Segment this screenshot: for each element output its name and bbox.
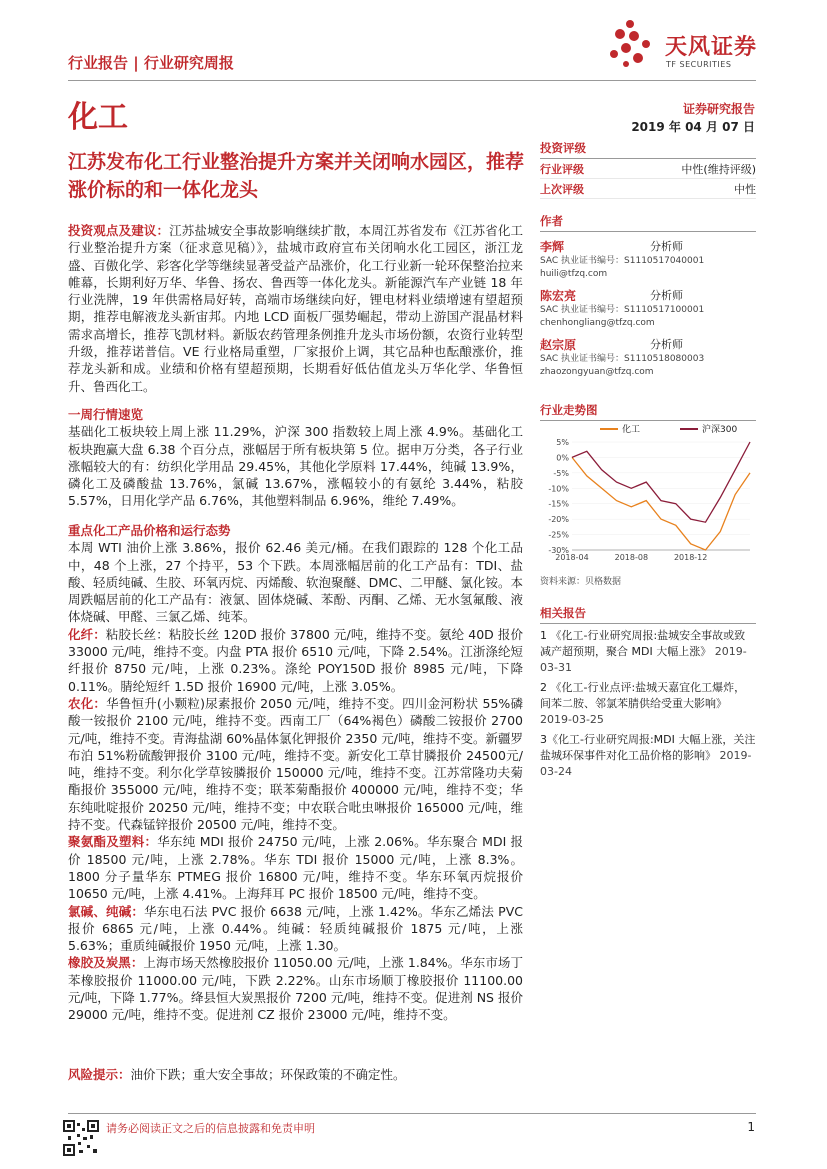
- price-item-text: 华鲁恒升(小颗粒)尿素报价 2050 元/吨，维持不变。四川金河粉状 55%磷酸一铵报价 2100 元/吨，维持不变。西南工厂（64%褐色）磷酸二铵报价 2700 元/吨，维持不变。青海盐湖 60%晶体氯化钾报价 2350 元/吨，维持不变。新疆罗布泊 51%粉硫酸钾报价 3100 元/吨，维持不变。新安化工草甘膦报价 24500元/吨，维持不变。利尔化学草铵膦报价 150000 元/吨，维持不变。江苏常隆功夫菊酯报价 355000 元/吨，维持不变；联苯菊酯报价 400000 元/吨，维持不变；华东纯吡啶报价 20250 元/吨，维持不变；中农联合吡虫啉报价 165000 元/吨，维持不变。代森锰锌报价 20500 元/吨，维持不变。: [68, 695, 523, 833]
- y-tick-label: 0%: [556, 453, 569, 463]
- rating-value: 中性: [734, 182, 756, 196]
- legend-label: 沪深300: [702, 425, 738, 435]
- chart-panel: [540, 402, 756, 421]
- y-tick-label: -30%: [548, 546, 569, 555]
- weekly-review-text: 基础化工板块较上周上涨 11.29%，沪深 300 指数较上周上涨 4.9%。基础化工板块跑赢大盘 6.38 个百分点，涨幅居于所有板块第 5 位。据申万分类，各子行业涨幅较大的有：纺织化学用品 29.45%，其他化学原料 17.44%，纯碱 13.9%，磷化工及磷酸盐 13.76%，氯碱 13.67%，涨幅较小的有氨纶 3.44%，粘胶 5.57%，日用化学产品 6.76%，其他塑料制品 6.96%，维纶 7.49%。: [68, 424, 523, 509]
- report-type: 证券研究报告: [682, 102, 755, 116]
- author-email[interactable]: zhaozongyuan@tfzq.com: [540, 367, 654, 377]
- header-divider: [68, 80, 756, 81]
- related-title[interactable]: 1 《化工-行业研究周报:盐城安全事故或致减产超预期，聚合 MDI 大幅上涨》: [540, 629, 746, 658]
- rating-row: [540, 179, 756, 199]
- chart-source: 资料来源：贝格数据: [540, 577, 622, 587]
- authors-panel: [540, 213, 756, 379]
- price-item-label: 橡胶及炭黑：: [68, 955, 144, 971]
- investment-view: [68, 222, 523, 395]
- x-tick-label: 2018-12: [673, 553, 708, 562]
- price-item: [68, 903, 523, 955]
- y-tick-label: -10%: [548, 484, 569, 494]
- price-item: [68, 695, 523, 833]
- price-item-text: 粘胶长丝：粘胶长丝 120D 报价 37800 元/吨，维持不变。氨纶 40D 报价 33000 元/吨，维持不变。内盘 PTA 报价 6510 元/吨，下降 2.54%。江浙涤纶短纤报价 8750 元/吨，上涨 0.23%。涤纶 POY150D 报价 8985 元/吨，下降 0.11%。腈纶短纤 1.5D 报价 16900 元/吨，上涨 3.05%。: [68, 626, 523, 694]
- authors-heading: 作者: [540, 213, 756, 232]
- author-email[interactable]: huili@tfzq.com: [540, 269, 608, 279]
- author-role: 分析师: [650, 338, 683, 351]
- related-reports: [540, 605, 756, 780]
- price-item-label: 农化：: [68, 695, 107, 711]
- author-entry: [540, 336, 756, 379]
- author-name: 李辉: [540, 240, 565, 254]
- report-date: 2019 年 04 月 07 日: [631, 120, 755, 134]
- y-tick-label: -5%: [553, 468, 569, 478]
- sector-name: 化工: [68, 100, 128, 135]
- weekly-review-heading: 一周行情速览: [68, 407, 144, 422]
- report-category: 行业报告 | 行业研究周报: [68, 54, 234, 72]
- author-cert: SAC 执业证书编号：S1110517100001: [540, 305, 705, 315]
- author-entry: [540, 238, 756, 281]
- y-tick-label: -20%: [548, 515, 569, 525]
- y-tick-label: 5%: [556, 438, 569, 447]
- chart-svg: [540, 420, 756, 565]
- price-item-label: 化纤：: [68, 626, 106, 642]
- chart-heading: 行业走势图: [540, 402, 756, 421]
- y-tick-label: -25%: [548, 530, 569, 540]
- rating-row: [540, 159, 756, 179]
- qr-code-icon: [63, 1120, 99, 1156]
- rating-label: 上次评级: [540, 182, 584, 196]
- rating-value: 中性(维持评级): [681, 162, 756, 176]
- author-cert: SAC 执业证书编号：S1110517040001: [540, 256, 705, 266]
- rating-heading: 投资评级: [540, 140, 756, 159]
- weekly-review: [68, 406, 523, 510]
- price-item-label: 聚氨酯及塑料：: [68, 834, 158, 850]
- page-number: 1: [747, 1120, 755, 1134]
- author-email[interactable]: chenhongliang@tfzq.com: [540, 318, 655, 328]
- related-item[interactable]: [540, 628, 756, 676]
- author-entry: [540, 287, 756, 330]
- author-name: 赵宗原: [540, 338, 577, 352]
- related-date: 2019-03-31: [540, 645, 747, 674]
- price-item-text: 上海市场天然橡胶报价 11050.00 元/吨，上涨 1.84%。华东市场丁苯橡胶报价 11000.00 元/吨，下跌 2.22%。山东市场顺丁橡胶报价 11100.00 元/吨，下降 1.77%。绛县恒大炭黑报价 7200 元/吨，维持不变。促进剂 NS 报价 29000 元/吨，维持不变。促进剂 CZ 报价 23000 元/吨，维持不变。: [68, 955, 523, 1023]
- related-title[interactable]: 2 《化工-行业点评:盐城天嘉宜化工爆炸，间苯二胺、邻氯苯腈供给受重大影响》: [540, 681, 746, 710]
- price-item: [68, 833, 523, 902]
- footer-divider: [68, 1113, 756, 1114]
- y-tick-label: -15%: [548, 499, 569, 509]
- legend-label: 化工: [622, 425, 641, 435]
- related-title[interactable]: 3《化工-行业研究周报:MDI 大幅上涨，关注盐城环保事件对化工品价格的影响》: [540, 733, 756, 762]
- price-item-text: 华东纯 MDI 报价 24750 元/吨，上涨 2.06%。华东聚合 MDI 报价 18500 元/吨，上涨 2.78%。华东 TDI 报价 15000 元/吨，上涨 8.3%。1800 分子量华东 PTMEG 报价 16800 元/吨，维持不变。华东环氧丙烷报价 10650 元/吨，上涨 4.41%。上海拜耳 PC 报价 18500 元/吨，维持不变。: [68, 834, 523, 902]
- price-trends-heading: 重点化工产品价格和运行态势: [68, 523, 231, 538]
- price-trends-text: 本周 WTI 油价上涨 3.86%，报价 62.46 美元/桶。在我们跟踪的 128 个化工品中，48 个上涨，27 个持平，53 个下跌。本周涨幅居前的化工产品有：TDI、盐酸、轻质纯碱、生胶、环氧丙烷、丙烯酸、软泡聚醚、DMC、二甲醚、氯化铵。本周跌幅居前的化工产品有：液氯、固体烧碱、苯酚、丙酮、乙烯、无水氢氟酸、液体烧碱、甲醛、三氯乙烯、纯苯。: [68, 540, 523, 625]
- author-name: 陈宏亮: [540, 289, 577, 303]
- brand-name: 天风证券: [665, 35, 758, 60]
- x-tick-label: 2018-08: [614, 553, 649, 562]
- risk-notice: [68, 1066, 523, 1083]
- author-role: 分析师: [650, 289, 683, 302]
- report-title: 江苏发布化工行业整治提升方案并关闭响水园区，推荐涨价标的和一体化龙头: [68, 151, 525, 201]
- investment-view-text: 江苏盐城安全事故影响继续扩散，本周江苏省发布《江苏省化工行业整治提升方案（征求意见稿）》，盐城市政府宣布关闭响水化工园区，浙江龙盛、百傲化学、彩客化学等继续显著受益产品涨价，化工行业新一轮环保整治拉来帷幕，长期利好万华、华鲁、扬农、鲁西等一体化龙头。新能源汽车产业链 18 年行业洗牌，19 年供需格局好转，高端市场继续向好，锂电材料业绩增速有望超预期，推荐电解液龙头新宙邦。内地 LCD 面板厂强势崛起，带动上游国产混晶材料需求高增长，推荐飞凯材料。新版农药管理条例推升龙头市场份额，农资行业转型升级，推荐诺普信。VE 行业格局重塑，厂家报价上调，其它品种也酝酿涨价，推荐龙头新和成。业绩和价格有望超预期，长期看好低估值龙头万华化学、华鲁恒升、鲁西化工。: [68, 223, 523, 394]
- risk-text: 油价下跌；重大安全事故；环保政策的不确定性。: [130, 1067, 406, 1082]
- author-cert: SAC 执业证书编号：S1110518080003: [540, 354, 705, 364]
- author-role: 分析师: [650, 240, 683, 253]
- x-tick-label: 2018-04: [555, 553, 589, 562]
- price-item: [68, 954, 523, 1023]
- industry-trend-chart: [540, 420, 756, 580]
- rating-label: 行业评级: [540, 162, 584, 176]
- rating-panel: [540, 140, 756, 199]
- related-date: 2019-03-24: [540, 749, 752, 778]
- investment-view-label: 投资观点及建议：: [68, 223, 170, 238]
- related-item[interactable]: [540, 732, 756, 780]
- series-line: [572, 442, 750, 522]
- brand-dots-icon: [600, 16, 660, 72]
- related-heading: 相关报告: [540, 605, 756, 624]
- price-trends: [68, 522, 523, 1024]
- brand-subtitle: TF SECURITIES: [666, 60, 732, 69]
- related-item[interactable]: [540, 680, 756, 728]
- price-item-text: 华东电石法 PVC 报价 6638 元/吨，上涨 1.42%。华东乙烯法 PVC 报价 6865 元/吨，上涨 0.44%。纯碱：轻质纯碱报价 1875 元/吨，上涨 5.63%；重质纯碱报价 1950 元/吨，上涨 1.30。: [68, 903, 523, 954]
- price-item-label: 氯碱、纯碱：: [68, 903, 145, 919]
- price-item: [68, 626, 523, 695]
- risk-label: 风险提示：: [68, 1067, 131, 1082]
- disclaimer-note: 请务必阅读正文之后的信息披露和免责申明: [106, 1122, 315, 1135]
- related-date: 2019-03-25: [540, 713, 604, 726]
